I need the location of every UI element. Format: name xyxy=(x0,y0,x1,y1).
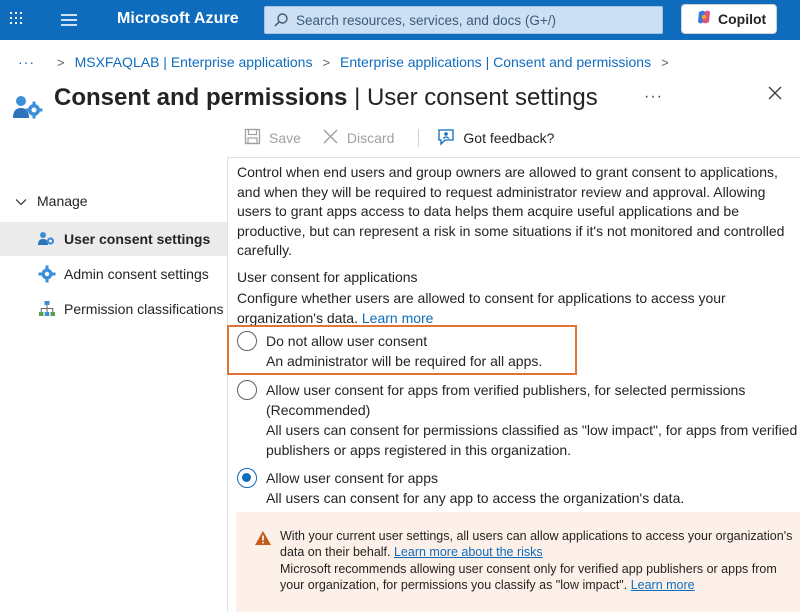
nav-item-permission-classifications[interactable]: Permission classifications xyxy=(0,292,227,326)
breadcrumb-item-enterprise-apps[interactable]: MSXFAQLAB | Enterprise applications xyxy=(74,54,313,70)
description-block xyxy=(237,163,797,261)
warning-text: With your current user settings, all users can allow applications to access your organization's data on their behalf. Learn more about the risks Microsoft recommends allowing user consent only for verified app publishers or apps from your organization, for permissions you classify as "low impact". Learn more xyxy=(280,529,793,592)
search-input[interactable] xyxy=(296,7,656,33)
chevron-right-icon: > xyxy=(57,54,65,70)
nav-section-manage[interactable]: Manage xyxy=(15,193,88,209)
nav-divider xyxy=(227,157,228,612)
option-allow-all[interactable] xyxy=(266,468,800,508)
option-description: All users can consent for permissions classified as "low impact", for apps from verified publishers or apps registered in this organization. xyxy=(266,422,798,458)
learn-more-link[interactable]: Learn more xyxy=(361,309,434,326)
command-bar xyxy=(244,126,554,150)
radio-allow-all[interactable] xyxy=(237,468,257,488)
brand-title[interactable]: Microsoft Azure xyxy=(117,10,239,27)
gear-icon xyxy=(38,265,56,283)
radio-do-not-allow[interactable] xyxy=(237,331,257,351)
warning-icon xyxy=(254,530,272,546)
gear-user-icon xyxy=(12,92,44,122)
section-title: User consent for applications xyxy=(237,269,418,285)
feedback-button[interactable]: Got feedback? xyxy=(437,128,554,149)
content-divider xyxy=(228,157,800,158)
option-label: Allow user consent for apps from verified publishers, for selected permissions (Recommended) xyxy=(266,382,746,418)
command-divider xyxy=(418,129,419,147)
copilot-label: Copilot xyxy=(718,11,767,27)
feedback-icon xyxy=(437,128,455,149)
chevron-right-icon: > xyxy=(661,54,669,70)
option-label: Do not allow user consent xyxy=(266,333,428,349)
gear-user-icon xyxy=(38,230,56,248)
option-verified-publishers[interactable] xyxy=(266,380,800,460)
copilot-icon xyxy=(696,9,712,30)
discard-button[interactable]: Discard xyxy=(322,128,394,148)
chevron-down-icon xyxy=(15,193,27,209)
option-description: All users can consent for any app to access the organization's data. xyxy=(266,490,685,506)
global-search[interactable] xyxy=(264,6,663,34)
more-options-icon[interactable]: ··· xyxy=(644,88,663,105)
copilot-button[interactable] xyxy=(681,4,777,34)
page-title: Consent and permissions | User consent settings xyxy=(54,84,598,111)
breadcrumb-more-icon[interactable]: ··· xyxy=(18,54,35,70)
nav-item-admin-consent-settings[interactable]: Admin consent settings xyxy=(0,257,227,291)
app-launcher-icon[interactable] xyxy=(8,10,28,30)
section-description: Configure whether users are allowed to consent for applications to access your organization's data. Learn more xyxy=(237,290,726,326)
learn-more-link[interactable]: Learn more xyxy=(630,577,695,592)
hierarchy-icon xyxy=(38,300,56,318)
top-bar xyxy=(0,0,800,40)
option-label: Allow user consent for apps xyxy=(266,470,438,486)
chevron-right-icon: > xyxy=(322,54,331,70)
breadcrumb xyxy=(18,52,679,72)
save-icon xyxy=(244,128,261,148)
nav-item-user-consent-settings[interactable]: User consent settings xyxy=(0,222,227,256)
hamburger-menu-icon[interactable] xyxy=(58,10,80,30)
discard-icon xyxy=(322,128,339,148)
option-description: An administrator will be required for all apps. xyxy=(266,353,543,369)
warning-banner xyxy=(236,512,800,612)
radio-verified-publishers[interactable] xyxy=(237,380,257,400)
close-icon[interactable] xyxy=(767,85,783,101)
learn-more-risks-link[interactable]: Learn more about the risks xyxy=(393,545,543,560)
save-button[interactable]: Save xyxy=(244,128,301,148)
breadcrumb-item-consent-permissions[interactable]: Enterprise applications | Consent and permissions xyxy=(340,54,652,70)
page-description: Control when end users and group owners are allowed to grant consent to applications, and when they will be required to request administrator review and approval. Allowing users to grant apps access to data helps them acquire useful applications and be productive, but can represent a risk in some situations if it's not monitored and controlled carefully. xyxy=(237,164,785,258)
search-icon xyxy=(273,12,289,33)
option-do-not-allow[interactable] xyxy=(266,331,800,371)
